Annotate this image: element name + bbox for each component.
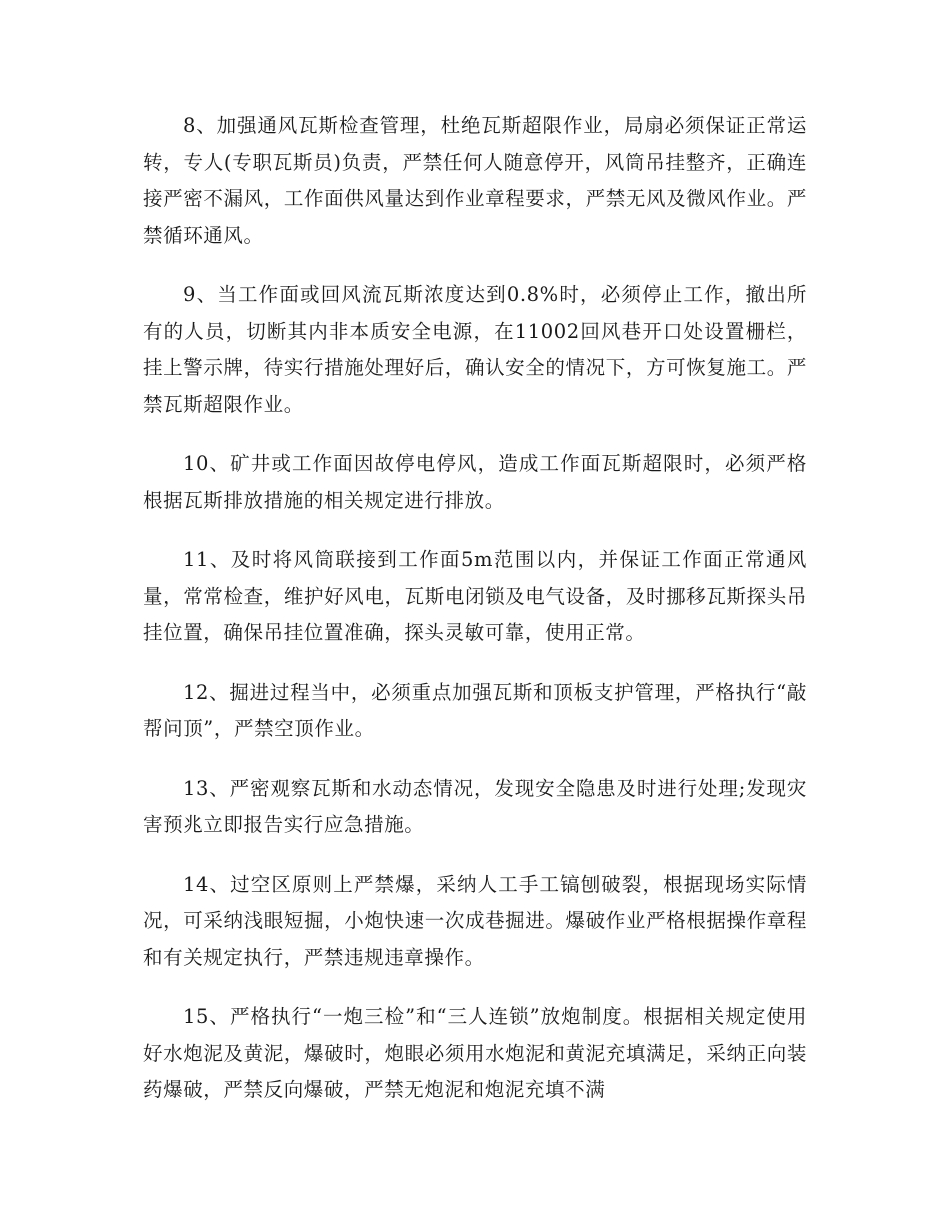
paragraph-item-15: 15、严格执行“一炮三检”和“三人连锁”放炮制度。根据相关规定使用好水炮泥及黄泥，爆破时，炮眼必须用水炮泥和黄泥充填满足，采纳正向装药爆破，严禁反向爆破，严禁无炮泥和炮泥充填不满 <box>143 1005 807 1101</box>
paragraph-item-13: 13、严密观察瓦斯和水动态情况，发现安全隐患及时进行处理;发现灾害预兆立即报告实行应急措施。 <box>143 776 807 836</box>
paragraph-item-9: 9、当工作面或回风流瓦斯浓度达到0.8%时，必须停止工作，撤出所有的人员，切断其内非本质安全电源，在11002回风巷开口处设置栅栏，挂上警示牌，待实行措施处理好后，确认安全的情况下，方可恢复施工。严禁瓦斯超限作业。 <box>143 283 807 416</box>
paragraph-item-10: 10、矿井或工作面因故停电停风，造成工作面瓦斯超限时，必须严格根据瓦斯排放措施的相关规定进行排放。 <box>143 452 807 512</box>
paragraph-item-8: 8、加强通风瓦斯检查管理，杜绝瓦斯超限作业，局扇必须保证正常运转，专人(专职瓦斯员)负责，严禁任何人随意停开，风筒吊挂整齐，正确连接严密不漏风，工作面供风量达到作业章程要求，严禁无风及微风作业。严禁循环通风。 <box>143 114 807 247</box>
paragraph-item-11: 11、及时将风筒联接到工作面5m范围以内，并保证工作面正常通风量，常常检查，维护好风电，瓦斯电闭锁及电气设备，及时挪移瓦斯探头吊挂位置，确保吊挂位置准确，探头灵敏可靠，使用正常。 <box>143 548 807 644</box>
paragraph-item-14: 14、过空区原则上严禁爆，采纳人工手工镐刨破裂，根据现场实际情况，可采纳浅眼短掘，小炮快速一次成巷掘进。爆破作业严格根据操作章程和有关规定执行，严禁违规违章操作。 <box>143 872 807 969</box>
paragraph-item-12: 12、掘进过程当中，必须重点加强瓦斯和顶板支护管理，严格执行“敲帮问顶”，严禁空顶作业。 <box>143 680 807 740</box>
document-body <box>143 108 807 1132</box>
